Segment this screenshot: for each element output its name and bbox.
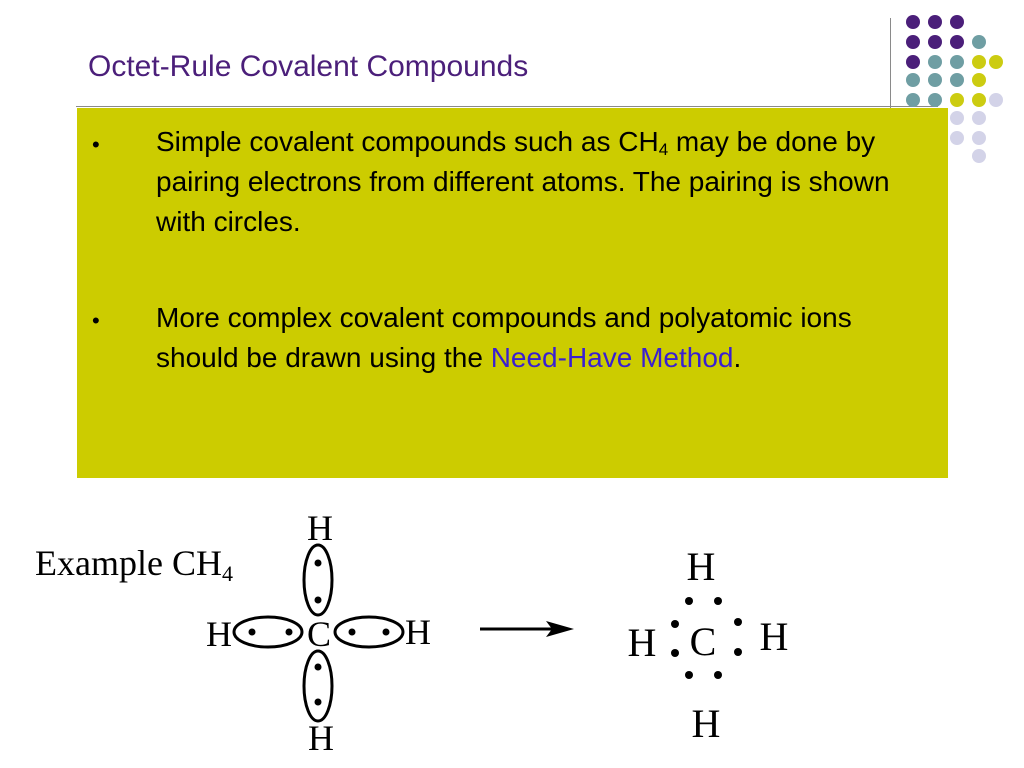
- electron-dot: [286, 629, 293, 636]
- electron-dot: [685, 597, 693, 605]
- electron-dot: [714, 671, 722, 679]
- bond-circle-bottom: [304, 651, 332, 721]
- electron-dot: [714, 597, 722, 605]
- right-atom-h-right: H: [759, 614, 789, 659]
- subscript: 4: [658, 140, 669, 159]
- electron-dot: [315, 664, 322, 671]
- left-atom-h-top: H: [307, 508, 333, 548]
- electron-dot: [315, 699, 322, 706]
- right-atom-h-left: H: [627, 620, 657, 665]
- slide-title: Octet-Rule Covalent Compounds: [88, 50, 529, 83]
- electron-dot: [383, 629, 390, 636]
- electron-dot: [671, 620, 679, 628]
- example-label-text: Example CH: [35, 543, 222, 583]
- bond-circle-right: [335, 617, 403, 647]
- bullet-text-part: .: [733, 342, 742, 373]
- bullet-text-part: More complex covalent compounds and polyatomic ions should be drawn using the: [156, 302, 852, 373]
- bullet-text-part: may be done by pairing electrons from different atoms. The pairing is shown with circles.: [156, 126, 890, 237]
- electron-dot: [734, 648, 742, 656]
- electron-dot: [734, 618, 742, 626]
- electron-dot: [685, 671, 693, 679]
- bullet-dot: •: [92, 308, 100, 333]
- electron-dot: [249, 629, 256, 636]
- reaction-arrow: [480, 621, 574, 637]
- bond-circle-top: [304, 545, 332, 615]
- left-atom-h-bottom: H: [308, 718, 334, 758]
- left-atom-h-left: H: [206, 614, 232, 654]
- electron-dot: [315, 597, 322, 604]
- right-atom-h-bottom: H: [691, 701, 721, 746]
- example-label-subscript: 4: [221, 561, 233, 586]
- bullet-text-part: Simple covalent compounds such as CH: [156, 126, 659, 157]
- left-atom-h-right: H: [405, 612, 431, 652]
- electron-dot: [315, 560, 322, 567]
- bullet-dot: •: [92, 132, 100, 157]
- electron-dot: [349, 629, 356, 636]
- electron-dot: [671, 649, 679, 657]
- right-atom-h-top: H: [686, 544, 716, 589]
- left-atom-c-center: C: [306, 614, 332, 654]
- right-atom-c-center: C: [689, 619, 717, 664]
- need-have-method-link[interactable]: Need-Have Method: [490, 342, 734, 373]
